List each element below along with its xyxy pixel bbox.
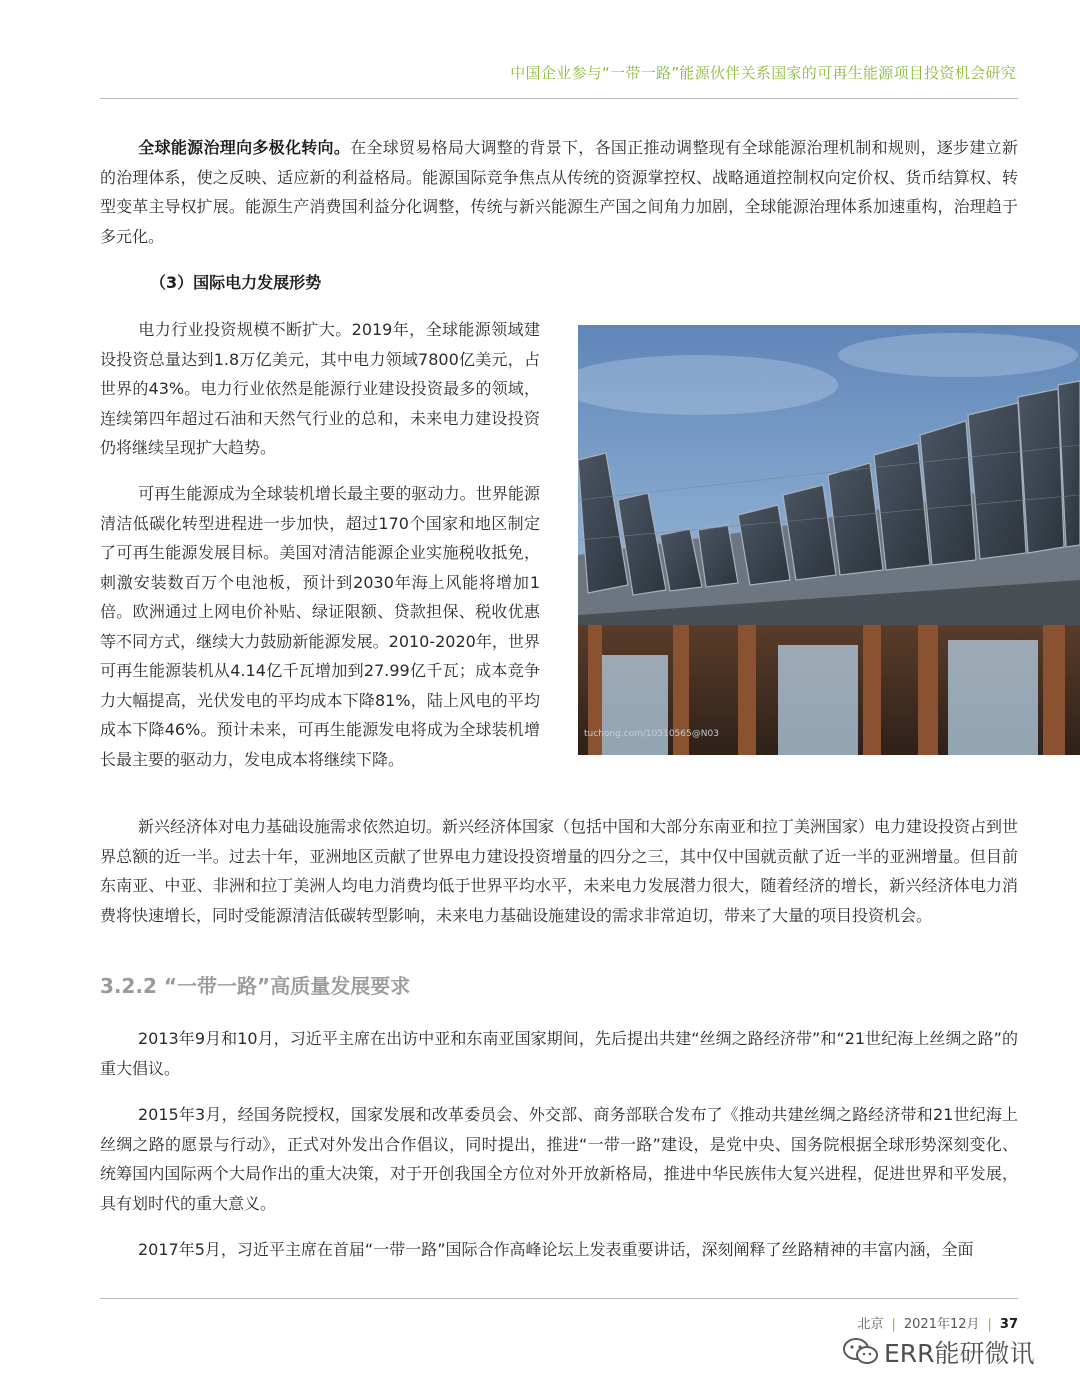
- paragraph-2017-forum: [100, 1235, 1018, 1265]
- photo-caption: tuchong.com/10510565@N03: [584, 729, 719, 739]
- footer-rule: [100, 1298, 1018, 1299]
- footer-date: 2021年12月: [903, 1317, 980, 1332]
- solar-panels-photo: [578, 325, 1080, 755]
- header-rule: [100, 98, 1018, 99]
- paragraph-renewables: [100, 479, 540, 774]
- subheading: （3）国际电力发展形势: [150, 273, 322, 292]
- paragraph-energy-governance: [100, 133, 1018, 251]
- page-number: 37: [999, 1317, 1018, 1332]
- paragraph-power-investment: [100, 315, 540, 463]
- paragraph-2015-vision: [100, 1100, 1018, 1218]
- page-footer: 北京 | 2021年12月 | 37: [857, 1317, 1018, 1332]
- paragraph-text: 2015年3月，经国务院授权，国家发展和改革委员会、外交部、商务部联合发布了《推动共建丝绸之路经济带和21世纪海上丝绸之路的愿景与行动》，正式对外发出合作倡议，同时提出，推进“一带一路”建设，是党中央、国务院根据全球形势深刻变化、统筹国内国际两个大局作出的重大决策，对于开创我国全方位对外开放新格局，推进中华民族伟大复兴进程，促进世界和平发展，具有划时代的重大意义。: [100, 1105, 1018, 1213]
- solar-panels-roof-photo: [578, 325, 1080, 755]
- paragraph-lead: 全球能源治理向多极化转向。: [138, 138, 351, 157]
- wechat-icon: [842, 1336, 880, 1368]
- paragraph-text: 2013年9月和10月，习近平主席在出访中亚和东南亚国家期间，先后提出共建“丝绸之路经济带”和“21世纪海上丝绸之路”的重大倡议。: [100, 1029, 1018, 1078]
- paragraph-2013-initiative: [100, 1024, 1018, 1083]
- brand-watermark: [842, 1334, 1035, 1370]
- brand-name: ERR能研微讯: [884, 1339, 1035, 1368]
- footer-city: 北京: [857, 1317, 884, 1332]
- paragraph-body: 在全球贸易格局大调整的背景下，各国正推动调整现有全球能源治理机制和规则，逐步建立新的治理体系，使之反映、适应新的利益格局。能源国际竞争焦点从传统的资源掌控权、战略通道控制权向定价权、货币结算权、转型变革主导权扩展。能源生产消费国利益分化调整，传统与新兴能源生产国之间角力加剧，全球能源治理体系加速重构，治理趋于多元化。: [100, 138, 1018, 246]
- paragraph-emerging-economies: [100, 812, 1018, 930]
- paragraph-text: 可再生能源成为全球装机增长最主要的驱动力。世界能源清洁低碳化转型进程进一步加快，超过170个国家和地区制定了可再生能源发展目标。美国对清洁能源企业实施税收抵免，刺激安装数百万个电池板，预计到2030年海上风能将增加1倍。欧洲通过上网电价补贴、绿证限额、贷款担保、税收优惠等不同方式，继续大力鼓励新能源发展。2010-2020年，世界可再生能源装机从4.14亿千瓦增加到27.99亿千瓦；成本竞争力大幅提高，光伏发电的平均成本下降81%，陆上风电的平均成本下降46%。预计未来，可再生能源发电将成为全球装机增长最主要的驱动力，发电成本将继续下降。: [100, 484, 540, 769]
- header-title: 中国企业参与“一带一路”能源伙伴关系国家的可再生能源项目投资机会研究: [510, 64, 1016, 82]
- paragraph-text: 新兴经济体对电力基础设施需求依然迫切。新兴经济体国家（包括中国和大部分东南亚和拉丁美洲国家）电力建设投资占到世界总额的近一半。过去十年，亚洲地区贡献了世界电力建设投资增量的四分之三，其中仅中国就贡献了近一半的亚洲增量。但目前东南亚、中亚、非洲和拉丁美洲人均电力消费均低于世界平均水平，未来电力发展潜力很大，随着经济的增长，新兴经济体电力消费将快速增长，同时受能源清洁低碳转型影响，未来电力基础设施建设的需求非常迫切，带来了大量的项目投资机会。: [100, 817, 1019, 925]
- section-heading: 3.2.2 “一带一路”高质量发展要求: [100, 974, 411, 998]
- paragraph-text: 电力行业投资规模不断扩大。2019年，全球能源领域建设投资总量达到1.8万亿美元，其中电力领域7800亿美元，占世界的43%。电力行业依然是能源行业建设投资最多的领域，连续第四年超过石油和天然气行业的总和，未来电力建设投资仍将继续呈现扩大趋势。: [100, 320, 540, 457]
- paragraph-text: 2017年5月，习近平主席在首届“一带一路”国际合作高峰论坛上发表重要讲话，深刻阐释了丝路精神的丰富内涵，全面: [138, 1240, 974, 1259]
